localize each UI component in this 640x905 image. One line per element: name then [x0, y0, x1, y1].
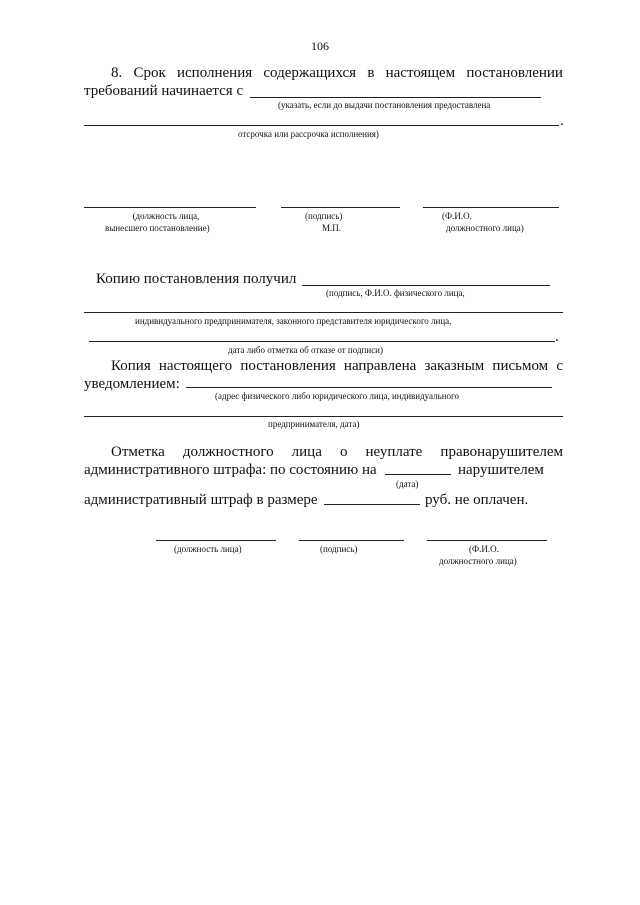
- word: о: [339, 444, 348, 460]
- sign1-fio: (Ф.И.О.: [442, 211, 472, 221]
- sign2-fio2: должностного лица): [439, 556, 517, 566]
- word: направлена: [343, 358, 417, 374]
- word: должностного: [182, 444, 274, 460]
- position-line-2[interactable]: [156, 540, 276, 541]
- signature-line-1[interactable]: [281, 207, 400, 208]
- copy-received-hint3: дата либо отметка об отказе от подписи): [228, 345, 383, 355]
- item8-line1: [111, 64, 563, 82]
- word: Копия: [111, 358, 151, 374]
- word: правонарушителем: [440, 444, 563, 460]
- fio-line-1[interactable]: [423, 207, 559, 208]
- word: исполнения: [176, 65, 253, 81]
- sign1-mp: М.П.: [322, 223, 342, 233]
- nonpayment-line3a: административный штраф в размере: [84, 492, 318, 508]
- copy-received-field-line[interactable]: [302, 285, 550, 286]
- word: 8.: [111, 65, 123, 81]
- word: неуплате: [365, 444, 423, 460]
- item8-dot: .: [560, 113, 564, 129]
- sign1-position2: вынесшего постановление): [105, 223, 210, 233]
- word: настоящего: [158, 358, 233, 374]
- fio-line-2[interactable]: [427, 540, 547, 541]
- copy-received-field-line-2[interactable]: [84, 312, 563, 313]
- date-field-line[interactable]: [385, 474, 451, 475]
- copy-sent-hint2: предпринимателя, дата): [268, 419, 360, 429]
- item8-hint2: отсрочка или рассрочка исполнения): [238, 129, 379, 139]
- address-field-line-2[interactable]: [84, 416, 563, 417]
- word: заказным: [424, 358, 485, 374]
- date-hint: (дата): [396, 479, 419, 489]
- item8-line2: требований начинается с: [84, 83, 244, 99]
- nonpayment-line1: [111, 443, 563, 461]
- nonpayment-line2b: нарушителем: [458, 462, 544, 478]
- word: Срок: [133, 65, 166, 81]
- word: постановлении: [466, 65, 563, 81]
- fine-amount-field-line[interactable]: [324, 504, 420, 505]
- copy-sent-line2: уведомлением:: [84, 376, 180, 392]
- signature-line-2[interactable]: [299, 540, 404, 541]
- copy-received-hint1: (подпись, Ф.И.О. физического лица,: [326, 288, 465, 298]
- word: в: [367, 65, 375, 81]
- word: содержащихся: [263, 65, 357, 81]
- sign2-position: (должность лица): [174, 544, 242, 554]
- sign1-fio2: должностного лица): [446, 223, 524, 233]
- word: письмом: [492, 358, 549, 374]
- item8-hint1: (указать, если до выдачи постановления предоставлена: [278, 100, 491, 110]
- sign1-position: (должность лица,: [132, 211, 200, 221]
- sign2-signature: (подпись): [320, 544, 358, 554]
- copy-received-label: Копию постановления получил: [96, 271, 297, 287]
- sign1-signature: (подпись): [305, 211, 343, 221]
- nonpayment-line3b: руб. не оплачен.: [425, 492, 529, 508]
- word: настоящем: [385, 65, 456, 81]
- deadline-field-line-2[interactable]: [84, 125, 559, 126]
- copy-received-hint2: индивидуального предпринимателя, законного представителя юридического лица,: [135, 316, 452, 326]
- word: Отметка: [111, 444, 165, 460]
- copy-sent-line1: [111, 357, 563, 375]
- copy-sent-hint1: (адрес физического либо юридического лица, индивидуального: [215, 391, 459, 401]
- position-line-1[interactable]: [84, 207, 256, 208]
- deadline-field-line[interactable]: [250, 97, 541, 98]
- sign2-fio: (Ф.И.О.: [469, 544, 499, 554]
- page-number: 106: [311, 39, 329, 53]
- word: постановления: [240, 358, 336, 374]
- word: с: [556, 358, 563, 374]
- copy-received-dot: .: [555, 329, 559, 345]
- copy-received-field-line-3[interactable]: [89, 341, 555, 342]
- nonpayment-line2a: административного штрафа: по состоянию на: [84, 462, 377, 478]
- word: лица: [291, 444, 322, 460]
- address-field-line[interactable]: [186, 387, 552, 388]
